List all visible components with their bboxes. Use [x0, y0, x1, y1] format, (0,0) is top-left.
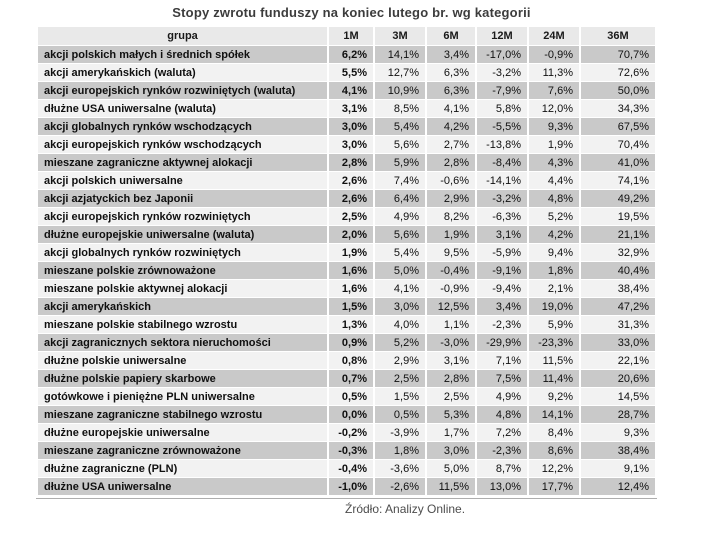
value-cell: 3,4% — [427, 46, 475, 63]
value-cell: -3,9% — [375, 424, 425, 441]
column-header: 3M — [375, 27, 425, 45]
returns-table — [36, 26, 657, 496]
value-cell: 0,8% — [329, 352, 373, 369]
value-cell: -9,1% — [477, 262, 527, 279]
value-cell: -8,4% — [477, 154, 527, 171]
value-cell: 31,3% — [581, 316, 655, 333]
value-cell: -5,9% — [477, 244, 527, 261]
value-cell: -9,4% — [477, 280, 527, 297]
value-cell: 11,5% — [529, 352, 579, 369]
value-cell: 1,5% — [329, 298, 373, 315]
value-cell: 5,9% — [375, 154, 425, 171]
value-cell: 5,8% — [477, 100, 527, 117]
value-cell: -2,6% — [375, 478, 425, 495]
value-cell: 4,1% — [329, 82, 373, 99]
value-cell: 67,5% — [581, 118, 655, 135]
table-row — [38, 154, 655, 171]
value-cell: 12,4% — [581, 478, 655, 495]
value-cell: 5,5% — [329, 64, 373, 81]
value-cell: 14,1% — [375, 46, 425, 63]
value-cell: 0,7% — [329, 370, 373, 387]
group-cell: mieszane zagraniczne zrównoważone — [38, 442, 327, 459]
value-cell: 1,7% — [427, 424, 475, 441]
value-cell: 19,0% — [529, 298, 579, 315]
value-cell: 2,8% — [427, 154, 475, 171]
group-cell: dłużne polskie uniwersalne — [38, 352, 327, 369]
value-cell: 2,0% — [329, 226, 373, 243]
value-cell: -14,1% — [477, 172, 527, 189]
value-cell: 7,1% — [477, 352, 527, 369]
table-row — [38, 226, 655, 243]
value-cell: 12,7% — [375, 64, 425, 81]
group-cell: gotówkowe i pieniężne PLN uniwersalne — [38, 388, 327, 405]
value-cell: 2,5% — [427, 388, 475, 405]
value-cell: 2,8% — [427, 370, 475, 387]
value-cell: 9,2% — [529, 388, 579, 405]
value-cell: 6,3% — [427, 64, 475, 81]
value-cell: 13,0% — [477, 478, 527, 495]
table-row — [38, 262, 655, 279]
value-cell: 5,4% — [375, 118, 425, 135]
table-row — [38, 172, 655, 189]
table-row — [38, 388, 655, 405]
value-cell: 2,7% — [427, 136, 475, 153]
source-note: Źródło: Analizy Online. — [345, 502, 466, 516]
value-cell: -3,6% — [375, 460, 425, 477]
group-cell: mieszane polskie zrównoważone — [38, 262, 327, 279]
table-row — [38, 208, 655, 225]
value-cell: 17,7% — [529, 478, 579, 495]
group-cell: dłużne USA uniwersalne — [38, 478, 327, 495]
value-cell: 7,4% — [375, 172, 425, 189]
value-cell: 7,2% — [477, 424, 527, 441]
group-cell: akcji polskich małych i średnich spółek — [38, 46, 327, 63]
value-cell: 6,4% — [375, 190, 425, 207]
value-cell: 3,0% — [329, 136, 373, 153]
value-cell: -5,5% — [477, 118, 527, 135]
table-row — [38, 478, 655, 495]
table-row — [38, 352, 655, 369]
value-cell: 2,6% — [329, 172, 373, 189]
value-cell: 11,5% — [427, 478, 475, 495]
value-cell: 0,5% — [375, 406, 425, 423]
value-cell: 1,3% — [329, 316, 373, 333]
value-cell: 6,2% — [329, 46, 373, 63]
value-cell: -6,3% — [477, 208, 527, 225]
value-cell: 4,1% — [427, 100, 475, 117]
value-cell: 2,5% — [329, 208, 373, 225]
value-cell: 12,2% — [529, 460, 579, 477]
value-cell: -0,9% — [427, 280, 475, 297]
group-cell: dłużne zagraniczne (PLN) — [38, 460, 327, 477]
value-cell: -0,4% — [329, 460, 373, 477]
value-cell: 7,5% — [477, 370, 527, 387]
value-cell: 2,1% — [529, 280, 579, 297]
group-cell: akcji azjatyckich bez Japonii — [38, 190, 327, 207]
value-cell: -13,8% — [477, 136, 527, 153]
table-row — [38, 424, 655, 441]
value-cell: 3,1% — [427, 352, 475, 369]
table-body — [38, 46, 655, 495]
value-cell: 41,0% — [581, 154, 655, 171]
table-row — [38, 316, 655, 333]
table-bottom-border — [36, 498, 657, 499]
group-cell: akcji europejskich rynków rozwiniętych (waluta) — [38, 82, 327, 99]
table-header-row — [38, 27, 655, 45]
value-cell: -0,6% — [427, 172, 475, 189]
group-cell: akcji globalnych rynków rozwiniętych — [38, 244, 327, 261]
value-cell: 2,5% — [375, 370, 425, 387]
value-cell: 49,2% — [581, 190, 655, 207]
value-cell: 1,9% — [427, 226, 475, 243]
value-cell: 1,1% — [427, 316, 475, 333]
value-cell: 4,9% — [375, 208, 425, 225]
table-row — [38, 118, 655, 135]
value-cell: 4,8% — [477, 406, 527, 423]
value-cell: 38,4% — [581, 442, 655, 459]
value-cell: -0,9% — [529, 46, 579, 63]
value-cell: 6,3% — [427, 82, 475, 99]
page-title: Stopy zwrotu funduszy na koniec lutego br. wg kategorii — [172, 5, 531, 20]
value-cell: 8,5% — [375, 100, 425, 117]
value-cell: 14,5% — [581, 388, 655, 405]
value-cell: 4,3% — [529, 154, 579, 171]
group-cell: mieszane zagraniczne aktywnej alokacji — [38, 154, 327, 171]
value-cell: 22,1% — [581, 352, 655, 369]
value-cell: 8,4% — [529, 424, 579, 441]
value-cell: 4,2% — [529, 226, 579, 243]
value-cell: -23,3% — [529, 334, 579, 351]
value-cell: -2,3% — [477, 442, 527, 459]
value-cell: 0,9% — [329, 334, 373, 351]
value-cell: 11,4% — [529, 370, 579, 387]
value-cell: 14,1% — [529, 406, 579, 423]
value-cell: 40,4% — [581, 262, 655, 279]
value-cell: 20,6% — [581, 370, 655, 387]
column-header: 1M — [329, 27, 373, 45]
value-cell: 3,4% — [477, 298, 527, 315]
value-cell: 5,4% — [375, 244, 425, 261]
column-header: 24M — [529, 27, 579, 45]
table-row — [38, 82, 655, 99]
value-cell: 2,8% — [329, 154, 373, 171]
value-cell: 70,7% — [581, 46, 655, 63]
group-cell: dłużne europejskie uniwersalne — [38, 424, 327, 441]
value-cell: 8,6% — [529, 442, 579, 459]
group-cell: akcji europejskich rynków rozwiniętych — [38, 208, 327, 225]
value-cell: -0,4% — [427, 262, 475, 279]
group-cell: mieszane zagraniczne stabilnego wzrostu — [38, 406, 327, 423]
value-cell: 4,0% — [375, 316, 425, 333]
value-cell: 12,5% — [427, 298, 475, 315]
value-cell: 2,6% — [329, 190, 373, 207]
value-cell: 4,2% — [427, 118, 475, 135]
value-cell: 74,1% — [581, 172, 655, 189]
value-cell: -29,9% — [477, 334, 527, 351]
value-cell: 8,7% — [477, 460, 527, 477]
value-cell: 12,0% — [529, 100, 579, 117]
value-cell: 10,9% — [375, 82, 425, 99]
column-header: 6M — [427, 27, 475, 45]
group-cell: akcji zagranicznych sektora nieruchomości — [38, 334, 327, 351]
table-row — [38, 136, 655, 153]
value-cell: 1,8% — [375, 442, 425, 459]
value-cell: 9,3% — [581, 424, 655, 441]
column-header: 12M — [477, 27, 527, 45]
value-cell: 3,1% — [329, 100, 373, 117]
value-cell: 32,9% — [581, 244, 655, 261]
table-row — [38, 100, 655, 117]
table-row — [38, 244, 655, 261]
value-cell: 1,9% — [329, 244, 373, 261]
value-cell: 50,0% — [581, 82, 655, 99]
group-cell: mieszane polskie aktywnej alokacji — [38, 280, 327, 297]
group-cell: mieszane polskie stabilnego wzrostu — [38, 316, 327, 333]
group-cell: akcji polskich uniwersalne — [38, 172, 327, 189]
value-cell: -0,2% — [329, 424, 373, 441]
value-cell: 8,2% — [427, 208, 475, 225]
table-row — [38, 190, 655, 207]
value-cell: 34,3% — [581, 100, 655, 117]
value-cell: 1,8% — [529, 262, 579, 279]
value-cell: 11,3% — [529, 64, 579, 81]
value-cell: 5,3% — [427, 406, 475, 423]
table-row — [38, 406, 655, 423]
value-cell: 9,3% — [529, 118, 579, 135]
value-cell: 9,4% — [529, 244, 579, 261]
value-cell: 5,0% — [427, 460, 475, 477]
value-cell: 7,6% — [529, 82, 579, 99]
group-cell: dłużne europejskie uniwersalne (waluta) — [38, 226, 327, 243]
value-cell: 1,5% — [375, 388, 425, 405]
value-cell: 9,5% — [427, 244, 475, 261]
value-cell: -3,0% — [427, 334, 475, 351]
value-cell: 2,9% — [375, 352, 425, 369]
value-cell: 1,6% — [329, 262, 373, 279]
value-cell: 28,7% — [581, 406, 655, 423]
value-cell: 1,9% — [529, 136, 579, 153]
value-cell: 9,1% — [581, 460, 655, 477]
table-row — [38, 298, 655, 315]
value-cell: 5,2% — [529, 208, 579, 225]
value-cell: -1,0% — [329, 478, 373, 495]
value-cell: -0,3% — [329, 442, 373, 459]
column-header: 36M — [581, 27, 655, 45]
value-cell: 38,4% — [581, 280, 655, 297]
table-row — [38, 46, 655, 63]
value-cell: 21,1% — [581, 226, 655, 243]
value-cell: -2,3% — [477, 316, 527, 333]
value-cell: 5,0% — [375, 262, 425, 279]
value-cell: 4,9% — [477, 388, 527, 405]
value-cell: -17,0% — [477, 46, 527, 63]
value-cell: 5,2% — [375, 334, 425, 351]
group-cell: akcji amerykańskich (waluta) — [38, 64, 327, 81]
group-cell: dłużne polskie papiery skarbowe — [38, 370, 327, 387]
group-cell: akcji europejskich rynków wschodzących — [38, 136, 327, 153]
group-cell: dłużne USA uniwersalne (waluta) — [38, 100, 327, 117]
value-cell: 2,9% — [427, 190, 475, 207]
value-cell: 4,1% — [375, 280, 425, 297]
value-cell: 70,4% — [581, 136, 655, 153]
value-cell: 3,0% — [329, 118, 373, 135]
value-cell: 3,0% — [375, 298, 425, 315]
value-cell: 0,5% — [329, 388, 373, 405]
value-cell: 1,6% — [329, 280, 373, 297]
value-cell: 4,4% — [529, 172, 579, 189]
table-row — [38, 442, 655, 459]
value-cell: 47,2% — [581, 298, 655, 315]
value-cell: -3,2% — [477, 190, 527, 207]
table-row — [38, 370, 655, 387]
table-row — [38, 64, 655, 81]
table-row — [38, 280, 655, 297]
value-cell: 5,6% — [375, 226, 425, 243]
column-header: grupa — [38, 27, 327, 45]
value-cell: -7,9% — [477, 82, 527, 99]
value-cell: 3,1% — [477, 226, 527, 243]
value-cell: 19,5% — [581, 208, 655, 225]
value-cell: -3,2% — [477, 64, 527, 81]
group-cell: akcji amerykańskich — [38, 298, 327, 315]
value-cell: 5,9% — [529, 316, 579, 333]
value-cell: 33,0% — [581, 334, 655, 351]
value-cell: 5,6% — [375, 136, 425, 153]
value-cell: 3,0% — [427, 442, 475, 459]
value-cell: 4,8% — [529, 190, 579, 207]
value-cell: 0,0% — [329, 406, 373, 423]
group-cell: akcji globalnych rynków wschodzących — [38, 118, 327, 135]
table-row — [38, 460, 655, 477]
value-cell: 72,6% — [581, 64, 655, 81]
table-row — [38, 334, 655, 351]
